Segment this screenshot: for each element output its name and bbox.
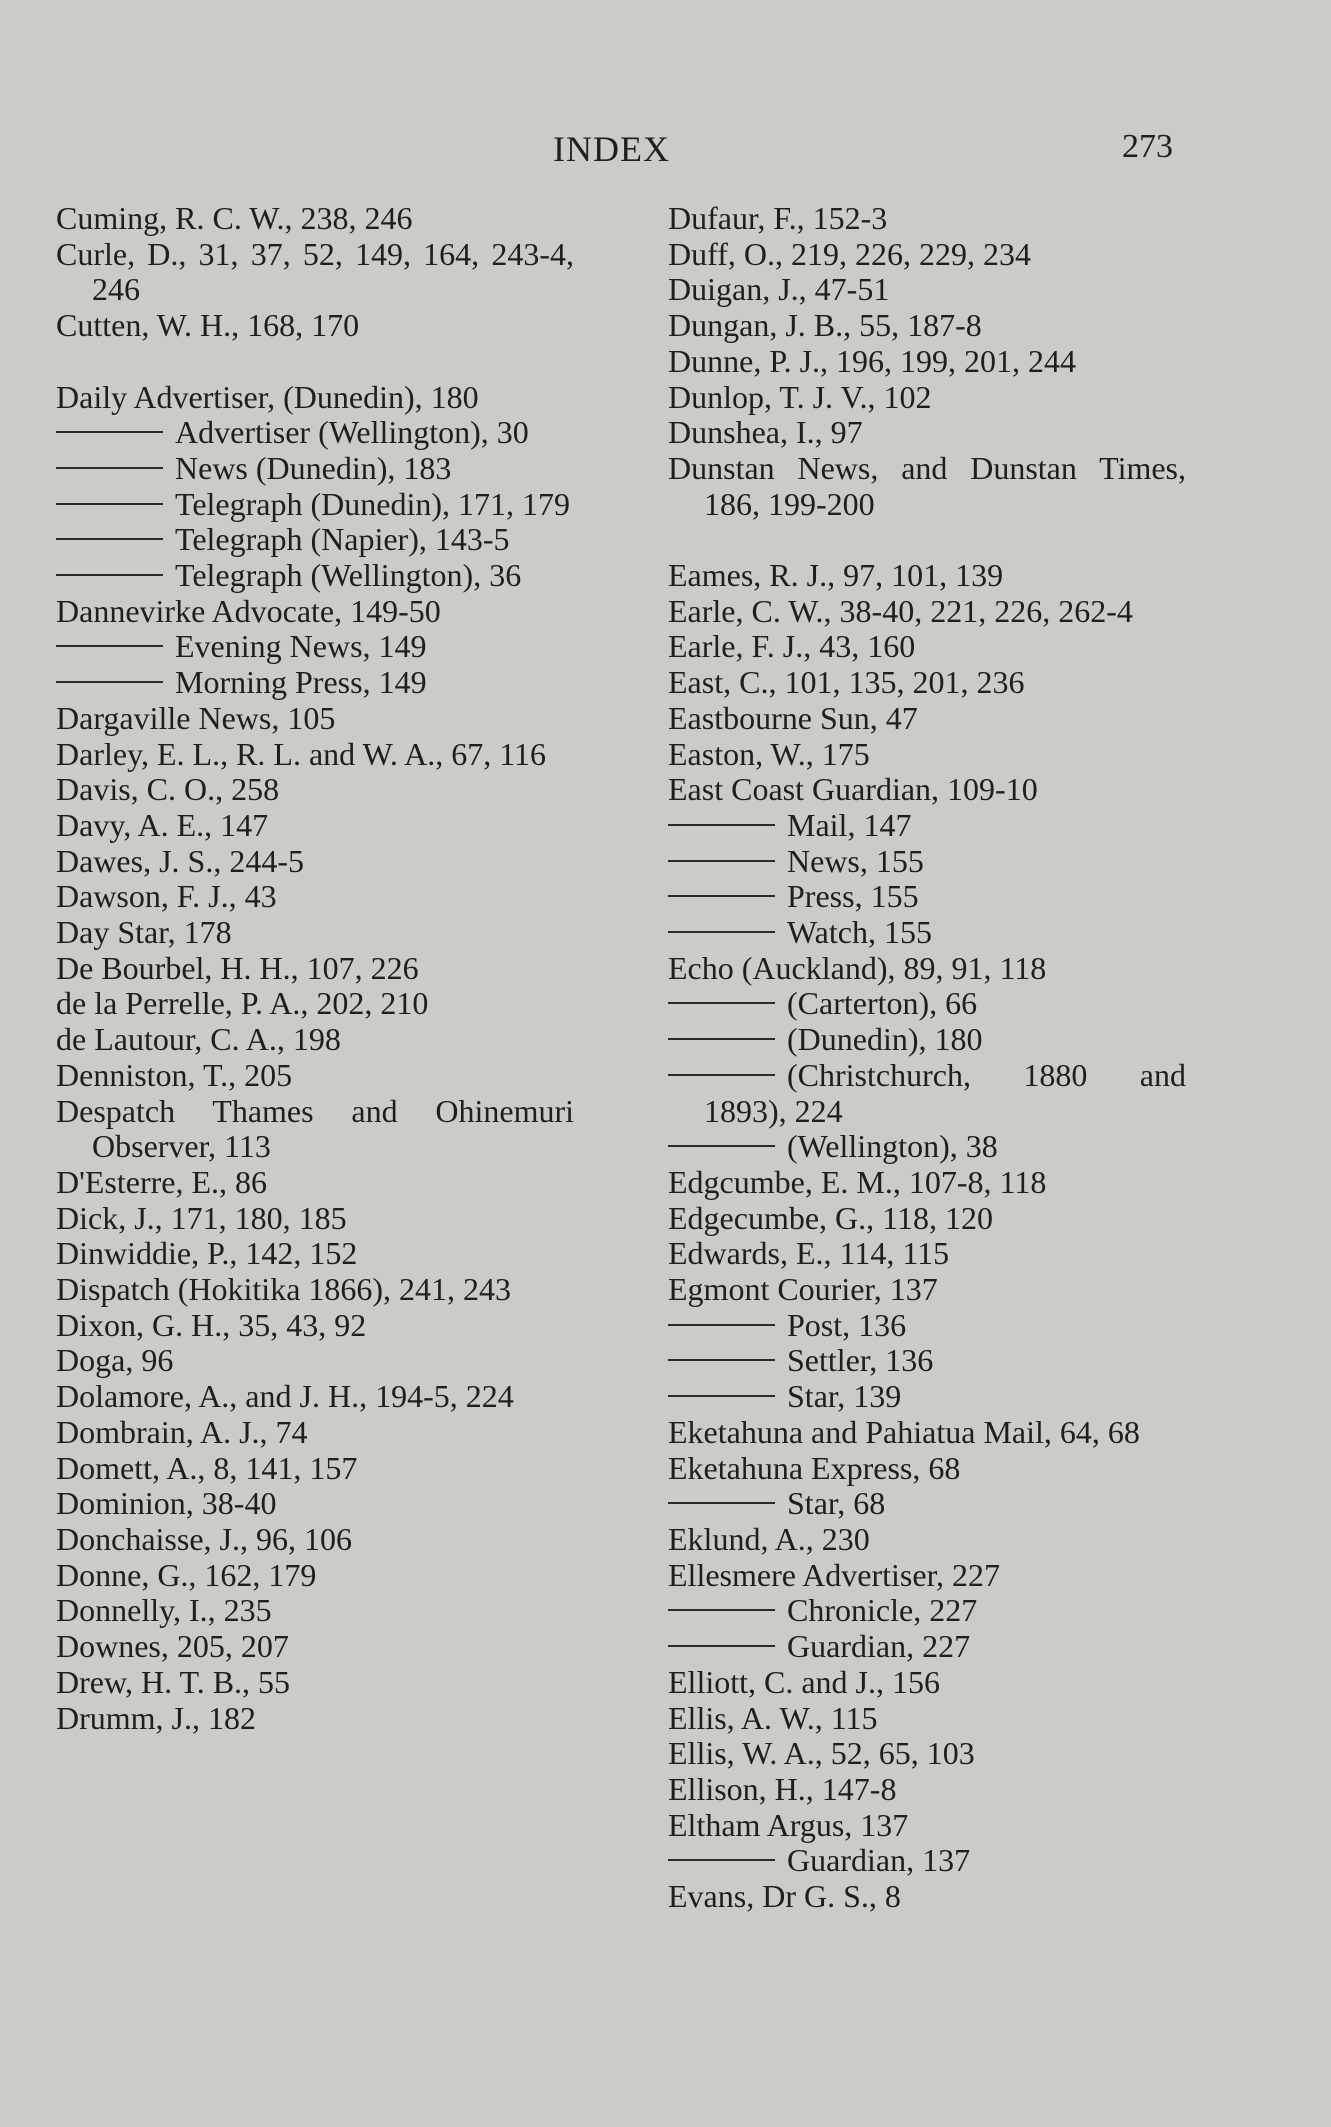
ditto-dash (668, 1145, 775, 1147)
ditto-dash (668, 1859, 775, 1861)
index-entry: Dick, J., 171, 180, 185 (56, 1199, 347, 1236)
index-entry: Evans, Dr G. S., 8 (668, 1878, 901, 1915)
index-entry: Dolamore, A., and J. H., 194-5, 224 (56, 1378, 514, 1415)
ditto-dash (56, 574, 163, 576)
index-entry: Downes, 205, 207 (56, 1628, 289, 1665)
index-entry: Earle, F. J., 43, 160 (668, 628, 916, 665)
index-column-right (668, 201, 1186, 1915)
index-entry: De Bourbel, H. H., 107, 226 (56, 949, 419, 986)
page-number: 273 (1122, 128, 1173, 165)
index-subentry: Star, 68 (668, 1486, 1186, 1522)
ditto-dash (56, 538, 163, 540)
index-subentry: Chronicle, 227 (668, 1593, 1186, 1629)
ditto-dash (56, 431, 163, 433)
index-entry: Edgecumbe, G., 118, 120 (668, 1199, 993, 1236)
index-entry: Earle, C. W., 38-40, 221, 226, 262-4 (668, 592, 1133, 629)
index-entry: Despatch Thames and Ohinemuri Observer, 113 (56, 1092, 574, 1165)
index-entry: Dunstan News, and Dunstan Times, 186, 199-200 (668, 449, 1186, 522)
index-entry: Dannevirke Advocate, 149-50 (56, 592, 441, 629)
ditto-dash (668, 1609, 775, 1611)
index-subentry: Morning Press, 149 (56, 665, 574, 701)
index-subentry: Star, 139 (668, 1379, 1186, 1415)
index-entry: Dungan, J. B., 55, 187-8 (668, 307, 982, 344)
ditto-dash (668, 1038, 775, 1040)
ditto-dash (668, 860, 775, 862)
index-entry: Dunlop, T. J. V., 102 (668, 378, 932, 415)
ditto-dash (56, 467, 163, 469)
index-subentry: (Dunedin), 180 (668, 1022, 1186, 1058)
index-entry: Eketahuna and Pahiatua Mail, 64, 68 (668, 1413, 1140, 1450)
ditto-dash (668, 1645, 775, 1647)
index-subentry: Guardian, 137 (668, 1843, 1186, 1879)
index-entry: Davis, C. O., 258 (56, 771, 280, 808)
index-entry: Eketahuna Express, 68 (668, 1449, 961, 1486)
index-entry: Cutten, W. H., 168, 170 (56, 307, 360, 344)
index-subentry: Guardian, 227 (668, 1629, 1186, 1665)
index-subentry: Mail, 147 (668, 808, 1186, 844)
index-entry: Domett, A., 8, 141, 157 (56, 1449, 358, 1486)
index-entry: Eastbourne Sun, 47 (668, 699, 918, 736)
index-subentry: Telegraph (Dunedin), 171, 179 (56, 487, 574, 523)
index-entry: Ellis, A. W., 115 (668, 1699, 878, 1736)
index-entry: Edgcumbe, E. M., 107-8, 118 (668, 1163, 1047, 1200)
index-entry: Eklund, A., 230 (668, 1521, 870, 1557)
index-entry: Ellis, W. A., 52, 65, 103 (668, 1735, 975, 1772)
index-entry: Dispatch (Hokitika 1866), 241, 243 (56, 1271, 512, 1308)
index-entry: East, C., 101, 135, 201, 236 (668, 664, 1025, 701)
index-entry: Dixon, G. H., 35, 43, 92 (56, 1306, 367, 1343)
index-entry: Duff, O., 219, 226, 229, 234 (668, 235, 1031, 272)
page-title: INDEX (553, 129, 670, 169)
index-subentry: (Christchurch, 1880 and 1893), 224 (668, 1058, 1186, 1129)
index-entry: Drew, H. T. B., 55 (56, 1663, 291, 1700)
index-entry: Elliott, C. and J., 156 (668, 1663, 940, 1700)
index-subentry: Telegraph (Napier), 143-5 (56, 522, 574, 558)
index-entry: Curle, D., 31, 37, 52, 149, 164, 243-4, 246 (56, 235, 574, 308)
index-subentry: Telegraph (Wellington), 36 (56, 558, 574, 594)
index-subentry: Watch, 155 (668, 915, 1186, 951)
index-subentry: (Wellington), 38 (668, 1129, 1186, 1165)
index-entry: Davy, A. E., 147 (56, 806, 269, 843)
ditto-dash (668, 1074, 775, 1076)
index-entry: Day Star, 178 (56, 914, 232, 951)
index-subentry: News, 155 (668, 844, 1186, 880)
ditto-dash (668, 1002, 775, 1004)
index-entry: Dominion, 38-40 (56, 1485, 277, 1522)
index-entry: Easton, W., 175 (668, 735, 870, 772)
index-entry: Dunne, P. J., 196, 199, 201, 244 (668, 342, 1077, 379)
index-entry: Denniston, T., 205 (56, 1056, 293, 1093)
index-subentry: (Carterton), 66 (668, 986, 1186, 1022)
index-entry: Darley, E. L., R. L. and W. A., 67, 116 (56, 735, 547, 772)
index-entry: Duigan, J., 47-51 (668, 271, 890, 308)
index-entry: Dunshea, I., 97 (668, 414, 863, 451)
index-entry: Ellesmere Advertiser, 227 (668, 1556, 1000, 1593)
index-entry: Dawson, F. J., 43 (56, 878, 277, 915)
ditto-dash (56, 645, 163, 647)
ditto-dash (668, 824, 775, 826)
index-entry: Dargaville News, 105 (56, 699, 336, 736)
index-entry: Doga, 96 (56, 1342, 174, 1379)
ditto-dash (668, 895, 775, 897)
index-entry: Donne, G., 162, 179 (56, 1556, 317, 1593)
index-entry: Dufaur, F., 152-3 (668, 200, 888, 236)
index-subentry: Settler, 136 (668, 1343, 1186, 1379)
index-entry: de Lautour, C. A., 198 (56, 1021, 341, 1058)
index-entry: Drumm, J., 182 (56, 1699, 256, 1736)
index-subentry: Advertiser (Wellington), 30 (56, 415, 574, 451)
index-entry: Eames, R. J., 97, 101, 139 (668, 557, 1004, 594)
ditto-dash (668, 1359, 775, 1361)
index-entry: D'Esterre, E., 86 (56, 1163, 268, 1200)
index-subentry: News (Dunedin), 183 (56, 451, 574, 487)
ditto-dash (668, 931, 775, 933)
index-entry: de la Perrelle, P. A., 202, 210 (56, 985, 429, 1022)
index-subentry: Post, 136 (668, 1308, 1186, 1344)
index-entry: Dinwiddie, P., 142, 152 (56, 1235, 358, 1272)
index-entry: Daily Advertiser, (Dunedin), 180 (56, 378, 479, 415)
index-entry: East Coast Guardian, 109-10 (668, 771, 1038, 808)
index-entry: Egmont Courier, 137 (668, 1271, 938, 1308)
page-header (0, 128, 1331, 178)
ditto-dash (56, 681, 163, 683)
ditto-dash (668, 1502, 775, 1504)
index-entry: Donchaisse, J., 96, 106 (56, 1521, 352, 1557)
index-entry: Donnelly, I., 235 (56, 1592, 272, 1629)
index-entry: Ellison, H., 147-8 (668, 1770, 897, 1807)
index-subentry: Evening News, 149 (56, 629, 574, 665)
index-subentry: Press, 155 (668, 879, 1186, 915)
index-entry: Dawes, J. S., 244-5 (56, 842, 304, 879)
index-column-left (56, 201, 574, 1736)
ditto-dash (668, 1324, 775, 1326)
ditto-dash (668, 1395, 775, 1397)
index-entry: Cuming, R. C. W., 238, 246 (56, 200, 413, 236)
ditto-dash (56, 503, 163, 505)
index-entry: Dombrain, A. J., 74 (56, 1413, 308, 1450)
index-entry: Edwards, E., 114, 115 (668, 1235, 950, 1272)
index-entry: Echo (Auckland), 89, 91, 118 (668, 949, 1047, 986)
index-entry: Eltham Argus, 137 (668, 1806, 909, 1843)
